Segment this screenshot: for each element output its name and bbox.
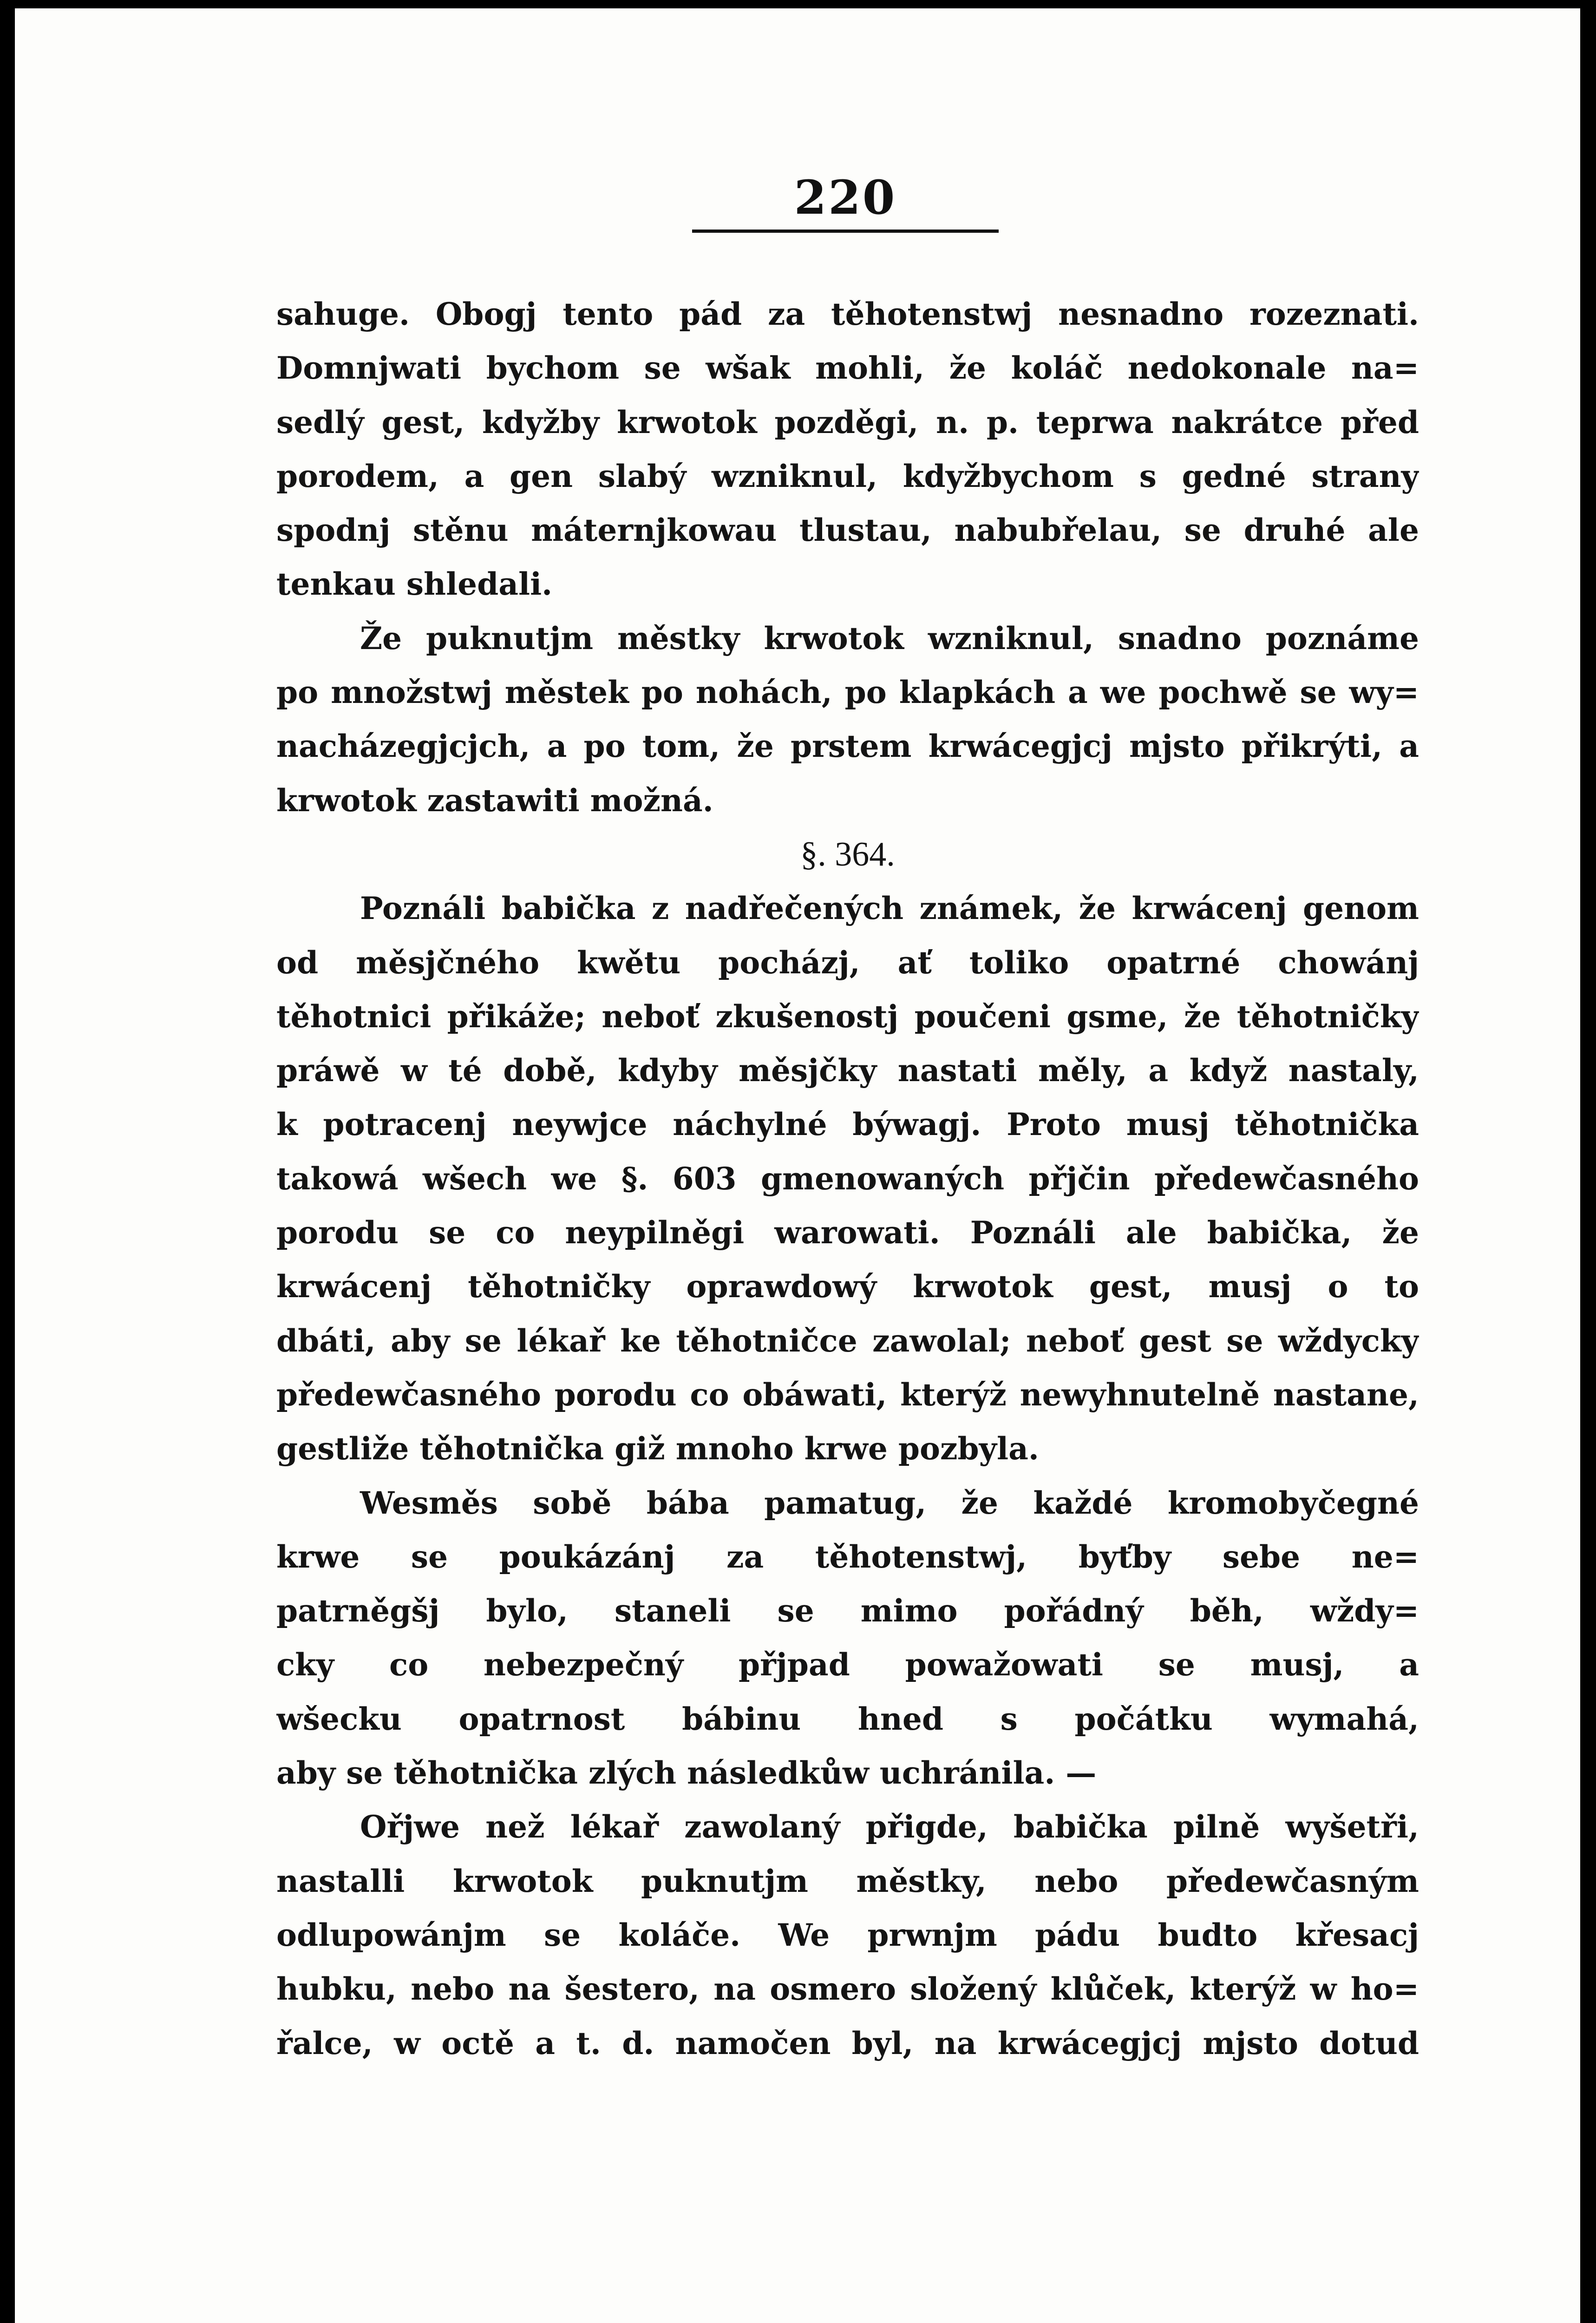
- text-line: krwácenj těhotničky oprawdowý krwotok gest, musj o to: [276, 1268, 1419, 1305]
- text-line: řalce, w octě a t. d. namočen byl, na krwácegjcj mjsto dotud: [276, 2025, 1419, 2061]
- text-line: Poználi babička z nadřečených známek, že krwácenj genom: [360, 890, 1419, 927]
- text-line: takowá wšech we §. 603 gmenowaných přjčin předewčasného: [276, 1160, 1419, 1197]
- text-line: Ořjwe než lékař zawolaný přigde, babička pilně wyšetři,: [360, 1809, 1419, 1845]
- text-line: wšecku opatrnost bábinu hned s počátku wymahá,: [276, 1700, 1419, 1737]
- text-line: cky co nebezpečný přjpad powažowati se musj, a: [276, 1647, 1419, 1683]
- text-line: sedlý gest, kdyžby krwotok pozděgi, n. p. teprwa nakrátce před: [276, 404, 1419, 440]
- text-line: nastalli krwotok puknutjm městky, nebo předewčasným: [276, 1863, 1419, 1899]
- text-line: aby se těhotnička zlých následkůw uchránila. —: [276, 1755, 1097, 1791]
- text-line: patrněgšj bylo, staneli se mimo pořádný běh, wždy=: [276, 1593, 1419, 1629]
- text-line: gestliže těhotnička giž mnoho krwe pozbyla.: [276, 1431, 1039, 1467]
- text-line: sahuge. Obogj tento pád za těhotenstwj nesnadno rozeznati.: [276, 296, 1419, 332]
- page-number: 220: [794, 170, 897, 225]
- text-line: Domnjwati bychom se wšak mohli, že koláč nedokonale na=: [276, 350, 1419, 387]
- text-line: po množstwj městek po nohách, po klapkách a we pochwě se wy=: [276, 674, 1419, 711]
- text-line: předewčasného porodu co obáwati, kterýž newyhnutelně nastane,: [276, 1376, 1419, 1413]
- text-line: nacházegjcjch, a po tom, že prstem krwácegjcj mjsto přikrýti, a: [276, 728, 1419, 765]
- text-line: těhotnici přikáže; neboť zkušenostj poučeni gsme, že těhotničky: [276, 998, 1419, 1035]
- text-line: k potracenj neywjce náchylné býwagj. Proto musj těhotnička: [276, 1106, 1419, 1143]
- text-line: Wesměs sobě bába pamatug, že každé kromobyčegné: [360, 1484, 1419, 1521]
- text-line: krwe se poukázánj za těhotenstwj, byťby sebe ne=: [276, 1538, 1419, 1575]
- text-line: porodu se co neypilněgi warowati. Poználi ale babička, že: [276, 1214, 1419, 1251]
- text-line: hubku, nebo na šestero, na osmero složený klůček, kterýž w ho=: [276, 1971, 1419, 2008]
- text-line: práwě w té době, kdyby měsjčky nastati měly, a když nastaly,: [276, 1052, 1419, 1089]
- header-rule: [692, 230, 999, 233]
- text-line: porodem, a gen slabý wzniknul, kdyžbychom s gedné strany: [276, 458, 1419, 494]
- text-line: krwotok zastawiti možná.: [276, 782, 713, 819]
- text-line: dbáti, aby se lékař ke těhotničce zawolal; neboť gest se wždycky: [276, 1322, 1419, 1359]
- text-line: Že puknutjm městky krwotok wzniknul, snadno poznáme: [360, 620, 1419, 656]
- page-header: [692, 172, 999, 233]
- section-heading: §. 364.: [800, 835, 895, 873]
- text-line: tenkau shledali.: [276, 566, 553, 603]
- text-line: spodnj stěnu máternjkowau tlustau, nabubřelau, se druhé ale: [276, 512, 1419, 549]
- body-text: [276, 287, 1419, 2070]
- text-line: odlupowánjm se koláče. We prwnjm pádu budto křesacj: [276, 1916, 1419, 1953]
- text-line: od měsjčného kwětu pocházj, ať toliko opatrné chowánj: [276, 944, 1419, 981]
